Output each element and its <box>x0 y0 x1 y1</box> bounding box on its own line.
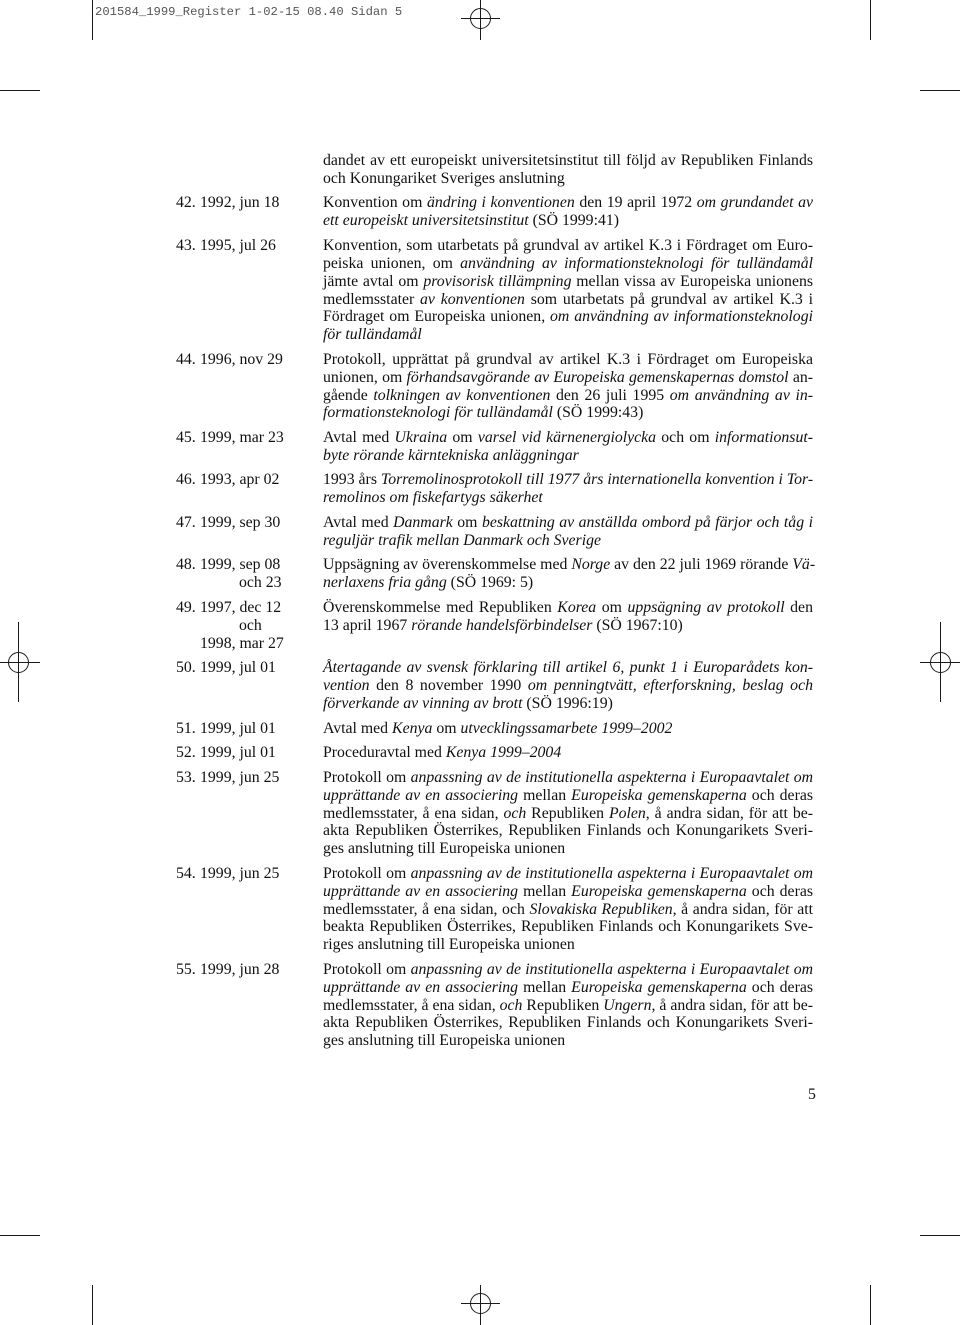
text-line <box>323 556 816 574</box>
roman-text: akta Republiken Österrikes, Republiken Finlands och Konungarikets Sveri- <box>323 1014 813 1032</box>
entry-date <box>200 237 323 255</box>
text-line <box>323 744 813 762</box>
entry-text <box>323 471 813 507</box>
entry-date <box>200 599 323 653</box>
entry-date-line: 1995, jul 26 <box>200 236 276 254</box>
entry-number: 48. <box>176 556 196 574</box>
entry-date-line: 1999, sep 30 <box>200 513 281 531</box>
roman-text: och om <box>656 429 715 446</box>
entry-text <box>323 599 813 635</box>
text-line <box>323 822 813 840</box>
roman-text: (SÖ 1969: 5) <box>446 574 534 592</box>
text-line <box>323 1014 813 1032</box>
text-line <box>323 865 813 883</box>
italic-text: om användning av informationsteknologi <box>550 308 813 326</box>
entry-date-line: 1999, mar 23 <box>200 429 284 446</box>
entry-label <box>176 720 323 738</box>
text-line <box>323 901 813 919</box>
entry-date <box>200 471 323 489</box>
italic-text: Ungern, <box>603 996 656 1014</box>
italic-text: Polen <box>608 804 646 822</box>
register-entry <box>176 961 813 1050</box>
entry-text <box>323 720 813 738</box>
entry-number: 47. <box>176 513 196 531</box>
entry-text <box>323 237 813 344</box>
italic-text: byte rörande kärntekniska anläggningar <box>323 446 579 464</box>
italic-text: formationsteknologi för tulländamål <box>323 404 553 422</box>
roman-text: och deras <box>746 978 813 996</box>
roman-text: Protokoll, upprättat på grundval av artikel K.3 i Fördraget om Europeiska <box>323 350 813 368</box>
entry-date <box>200 769 323 787</box>
entry-text <box>323 429 813 465</box>
entry-label <box>176 659 323 677</box>
page-number: 5 <box>808 1086 816 1103</box>
roman-text: akta Republiken Österrikes, Republiken Finlands och Konungarikets Sveri- <box>323 822 813 840</box>
roman-text: den 8 november 1990 <box>369 677 528 695</box>
entry-number: 50. <box>176 659 196 677</box>
register-entry <box>176 659 813 713</box>
roman-text: och deras <box>746 882 813 900</box>
italic-text: provisorisk tillämpning <box>423 272 572 290</box>
roman-text: Protokoll om <box>323 864 411 882</box>
italic-text: anpassning av de institutionella aspekterna i Europaavtalet om <box>410 768 814 786</box>
entry-date <box>200 429 323 447</box>
roman-text: medlemsstater, å ena sidan, och <box>323 900 530 918</box>
italic-text: ändring i konventionen <box>426 194 575 212</box>
roman-text: den <box>784 598 813 616</box>
text-line <box>323 617 813 635</box>
entry-date-line: 1999, jun 25 <box>200 768 280 786</box>
roman-text: gående <box>323 386 374 404</box>
entry-label <box>176 865 323 883</box>
roman-text: (SÖ 1999:43) <box>552 404 644 422</box>
entry-date <box>200 556 323 592</box>
roman-text: peiska unionen, om <box>323 254 461 272</box>
register-entry <box>176 769 813 858</box>
entry-date <box>200 194 323 212</box>
text-line <box>323 351 813 369</box>
text-line <box>323 369 813 387</box>
text-line <box>323 883 813 901</box>
entry-label <box>176 429 323 447</box>
italic-text: förverkande av vinning av brott <box>323 694 523 712</box>
entry-number: 54. <box>176 864 196 882</box>
entry-date-line: 1998, mar 27 <box>200 634 284 652</box>
entry-label <box>176 556 323 592</box>
roman-text: Konvention, som utarbetats på grundval av artikel K.3 i Fördraget om Euro- <box>323 236 813 254</box>
entry-date <box>200 351 323 369</box>
italic-text: Europeiska gemenskaperna <box>571 786 747 804</box>
entry-label <box>176 351 323 369</box>
text-line <box>323 769 813 787</box>
print-slug: 201584_1999_Register 1-02-15 08.40 Sidan 5 <box>95 5 403 19</box>
registration-mark-left <box>0 622 40 702</box>
text-line <box>323 152 813 170</box>
entry-date-line: och 23 <box>239 574 282 592</box>
text-line <box>323 574 813 592</box>
roman-text: som utarbetats på grundval av artikel K.3 i <box>524 290 813 308</box>
entry-label <box>176 769 323 787</box>
text-line <box>323 936 813 954</box>
roman-text: Republiken <box>522 996 604 1014</box>
roman-text: ges anslutning till Europeiska unionen <box>323 840 566 858</box>
roman-text: jämte avtal om <box>323 272 424 290</box>
roman-text: den 19 april 1972 <box>574 194 697 212</box>
entry-number: 52. <box>176 744 196 762</box>
roman-text: (SÖ 1999:41) <box>528 212 620 230</box>
entry-label <box>176 471 323 489</box>
entry-date-line: 1997, dec 12 <box>200 598 282 616</box>
text-line <box>323 255 813 273</box>
register-entry <box>176 744 813 762</box>
entry-number: 49. <box>176 598 196 616</box>
text-line <box>323 805 813 823</box>
roman-text: medlemsstater <box>323 290 421 308</box>
roman-text: beakta Republiken Österrikes, Republiken Finlands och Konungarikets Sve- <box>323 918 813 936</box>
roman-text: Fördraget om Europeiska unionen, <box>323 308 551 326</box>
text-line <box>323 273 813 291</box>
roman-text: Protokoll om <box>323 768 411 786</box>
roman-text: medlemsstater, å ena sidan, <box>323 804 504 822</box>
entry-number: 43. <box>176 236 196 254</box>
text-line <box>323 308 813 326</box>
register-entry <box>176 194 813 230</box>
italic-text: Korea <box>557 598 597 616</box>
italic-text: Danmark <box>393 513 453 531</box>
entry-date <box>200 514 323 532</box>
entry-text <box>323 351 813 422</box>
entry-date <box>200 744 323 762</box>
entry-date <box>200 961 323 979</box>
registration-mark-bottom <box>461 1285 500 1325</box>
register-entry <box>176 865 813 954</box>
italic-text: remolinos om fiskefartygs säkerhet <box>323 489 543 507</box>
entry-label <box>176 744 323 762</box>
entry-text <box>323 659 813 713</box>
register-entry <box>176 429 813 465</box>
italic-text: Norge <box>571 556 611 574</box>
roman-text: (SÖ 1996:19) <box>522 694 613 712</box>
text-line <box>323 447 813 465</box>
text-line <box>323 471 813 489</box>
entry-label <box>176 237 323 255</box>
roman-text: av den 22 juli 1969 rörande <box>610 556 793 574</box>
italic-text: beskattning av anställda ombord på färjor och tåg i <box>481 513 813 531</box>
roman-text: 1993 års <box>323 471 381 489</box>
italic-text: upprättande av en associering <box>323 882 519 900</box>
italic-text: för tulländamål <box>323 326 422 344</box>
roman-text: och deras <box>746 786 813 804</box>
roman-text: unionen, om <box>323 368 407 386</box>
text-line <box>323 997 813 1015</box>
entry-text <box>323 556 816 592</box>
continued-entry <box>176 152 813 188</box>
text-line <box>323 840 813 858</box>
italic-text: utvecklingssamarbete 1999–2002 <box>460 719 673 737</box>
roman-text: mellan vissa av Europeiska unionens <box>571 272 814 290</box>
italic-text: om grundandet av <box>696 194 813 212</box>
roman-text: å andra sidan, för att be- <box>655 996 813 1014</box>
entry-text <box>323 961 813 1050</box>
text-line <box>323 404 813 422</box>
italic-text: Kenya <box>392 719 433 737</box>
roman-text: mellan <box>518 786 572 804</box>
register-list <box>176 152 816 1057</box>
italic-text: Ukraina <box>394 429 448 446</box>
text-line <box>323 599 813 617</box>
roman-text: Avtal med <box>323 513 394 531</box>
entry-date-line: 1993, apr 02 <box>200 471 280 489</box>
italic-text: Vä- <box>792 556 816 574</box>
italic-text: uppsägning av protokoll <box>627 598 785 616</box>
text-line <box>323 720 813 738</box>
roman-text: Protokoll om <box>323 960 411 978</box>
text-line <box>323 429 813 447</box>
entry-label <box>176 194 323 212</box>
text-line <box>323 170 813 188</box>
italic-text: om penningtvätt, efterforskning, beslag och <box>527 677 813 695</box>
text-line <box>323 514 813 532</box>
register-entry <box>176 471 813 507</box>
entry-number: 42. <box>176 194 196 212</box>
text-line <box>323 695 813 713</box>
roman-text: å andra sidan, för att <box>676 900 813 918</box>
entry-date-line: 1999, sep 08 <box>200 556 281 574</box>
roman-text: Republiken <box>526 804 609 822</box>
text-line <box>323 212 813 230</box>
entry-number: 46. <box>176 471 196 489</box>
roman-text: om <box>447 429 478 446</box>
italic-text: förhandsavgörande av Europeiska gemenskapernas domstol <box>406 368 789 386</box>
italic-text: Europeiska gemenskaperna <box>571 978 747 996</box>
entry-text <box>323 865 813 954</box>
entry-label <box>176 961 323 979</box>
entry-date <box>200 865 323 883</box>
italic-text: varsel vid kärnenergiolycka <box>477 429 657 446</box>
entry-date-line: 1999, jul 01 <box>200 659 276 677</box>
registration-mark-right <box>920 622 960 702</box>
roman-text: om <box>596 598 628 616</box>
italic-text: användning av informationsteknologi för tulländamål <box>460 254 813 272</box>
italic-text: anpassning av de institutionella aspekterna i Europaavtalet om <box>410 864 814 882</box>
entry-number: 44. <box>176 350 196 368</box>
entry-text <box>323 514 813 550</box>
italic-text: ett europeiskt universitetsinstitut <box>323 212 529 230</box>
roman-text: Avtal med <box>323 429 395 446</box>
entry-date <box>200 720 323 738</box>
roman-text: riges anslutning till Europeiska unionen <box>323 936 575 954</box>
italic-text: Torremolinosprotokoll till 1977 års internationella konvention i Tor- <box>380 471 814 489</box>
italic-text: Kenya 1999–2004 <box>445 744 562 762</box>
roman-text: om <box>452 513 482 531</box>
entry-date-line: 1999, jun 28 <box>200 960 280 978</box>
roman-text: dandet av ett europeiskt universitetsinstitut till följd av Republiken Finlands <box>323 152 813 169</box>
italic-text: anpassning av de institutionella aspekterna i Europaavtalet om <box>410 960 814 978</box>
roman-text: medlemsstater, å ena sidan, <box>323 996 500 1014</box>
text-line <box>323 961 813 979</box>
roman-text: och Konungariket Sveriges anslutning <box>323 169 565 187</box>
italic-text: Europeiska gemenskaperna <box>571 882 747 900</box>
entry-text <box>323 194 813 230</box>
entry-text <box>323 152 813 188</box>
text-line <box>323 326 813 344</box>
text-line <box>323 237 813 255</box>
text-line <box>323 194 813 212</box>
italic-text: informationsut- <box>714 429 814 446</box>
roman-text: Avtal med <box>323 719 393 737</box>
entry-number: 45. <box>176 429 196 446</box>
italic-text: reguljär trafik mellan Danmark och Sverige <box>323 531 602 549</box>
italic-text: tolkningen av konventionen <box>373 386 551 404</box>
italic-text: och <box>503 804 527 822</box>
register-entry <box>176 514 813 550</box>
entry-number: 55. <box>176 960 196 978</box>
entry-label <box>176 599 323 653</box>
registration-mark-top <box>461 0 500 40</box>
register-entry <box>176 599 813 653</box>
text-line <box>323 291 813 309</box>
italic-text: Slovakiska Republiken, <box>529 900 677 918</box>
register-entry <box>176 720 813 738</box>
entry-date-line: 1992, jun 18 <box>200 194 280 212</box>
entry-label <box>176 514 323 532</box>
register-entry <box>176 237 813 344</box>
italic-text: upprättande av en associering <box>323 786 519 804</box>
roman-text: den 26 juli 1995 <box>550 386 670 404</box>
entry-text <box>323 744 813 762</box>
roman-text: an- <box>788 368 813 386</box>
roman-text: 13 april 1967 <box>323 616 412 634</box>
text-line <box>323 787 813 805</box>
entry-date-line: 1999, jul 01 <box>200 719 276 737</box>
italic-text: om användning av in- <box>669 386 813 404</box>
roman-text: , å andra sidan, för att be- <box>645 804 813 822</box>
italic-text: upprättande av en associering <box>323 978 519 996</box>
roman-text: Konvention om <box>323 194 427 212</box>
text-line <box>323 1032 813 1050</box>
entry-date <box>200 659 323 677</box>
italic-text: och <box>499 996 523 1014</box>
italic-text: rörande handelsförbindelser <box>411 616 593 634</box>
register-entry <box>176 351 813 422</box>
entry-number: 53. <box>176 768 196 786</box>
entry-date-line: 1996, nov 29 <box>200 350 283 368</box>
register-entry <box>176 556 816 592</box>
italic-text: Återtagande av svensk förklaring till artikel 6, punkt 1 i Europarådets kon- <box>323 659 813 677</box>
italic-text: nerlaxens fria gång <box>323 574 447 592</box>
roman-text: om <box>432 719 461 737</box>
text-line <box>323 677 813 695</box>
roman-text: ges anslutning till Europeiska unionen <box>323 1032 566 1050</box>
text-line <box>323 979 813 997</box>
text-line <box>323 387 813 405</box>
text-line <box>323 918 813 936</box>
roman-text: Proceduravtal med <box>323 744 446 762</box>
italic-text: vention <box>323 677 370 695</box>
entry-number: 51. <box>176 719 196 737</box>
roman-text: (SÖ 1967:10) <box>592 616 683 634</box>
text-line <box>323 659 813 677</box>
roman-text: mellan <box>518 978 572 996</box>
roman-text: mellan <box>518 882 572 900</box>
roman-text: Uppsägning av överenskommelse med <box>323 556 572 574</box>
entry-date-line: och <box>239 616 262 634</box>
entry-date-line: 1999, jul 01 <box>200 744 276 762</box>
entry-text <box>323 769 813 858</box>
entry-date-line: 1999, jun 25 <box>200 864 280 882</box>
text-line <box>323 489 813 507</box>
text-line <box>323 532 813 550</box>
italic-text: av konventionen <box>420 290 525 308</box>
roman-text: Överenskommelse med Republiken <box>323 598 558 616</box>
